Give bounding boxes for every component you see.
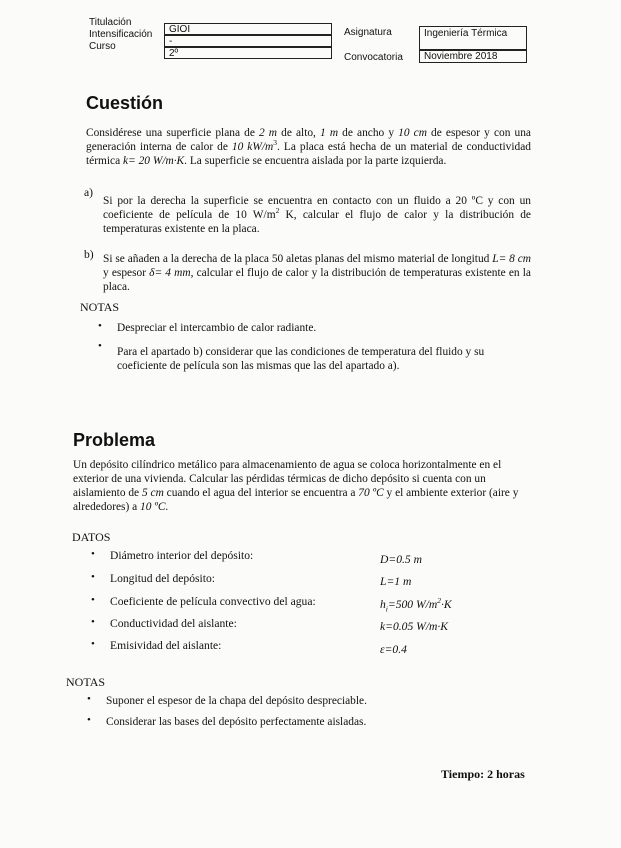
dato-label: Emisividad del aislante: <box>110 639 222 652</box>
dato-label: Conductividad del aislante: <box>110 617 237 630</box>
dato-value: D=0.5 m <box>380 553 422 566</box>
bullet-icon: • <box>87 714 91 726</box>
field-intensificacion: - <box>164 35 332 47</box>
cuestion-note-1: Despreciar el intercambio de calor radiante. <box>117 322 317 334</box>
label-convocatoria: Convocatoria <box>344 52 403 63</box>
bullet-icon: • <box>91 548 95 560</box>
bullet-icon: • <box>98 340 102 352</box>
bullet-icon: • <box>91 638 95 650</box>
dato-label: Diámetro interior del depósito: <box>110 549 254 562</box>
label-titulacion: Titulación <box>89 17 132 28</box>
dato-label: Coeficiente de película convectivo del agua: <box>110 595 316 608</box>
tiempo-label: Tiempo: 2 horas <box>441 767 525 781</box>
dato-value: k=0.05 W/m·K <box>380 620 449 633</box>
problema-title: Problema <box>73 430 156 450</box>
dato-value: ε=0.4 <box>380 643 407 656</box>
bullet-icon: • <box>91 616 95 628</box>
cuestion-title: Cuestión <box>86 93 164 113</box>
bullet-icon: • <box>91 594 95 606</box>
problema-note-1: Suponer el espesor de la chapa del depósito despreciable. <box>106 695 367 707</box>
field-convocatoria: Noviembre 2018 <box>419 50 527 63</box>
problema-note-2: Considerar las bases del depósito perfectamente aisladas. <box>106 716 367 728</box>
cuestion-notes-heading: NOTAS <box>80 300 120 314</box>
cuestion-note-2: Para el apartado b) considerar que las condiciones de temperatura del fluido y su coeficiente de película son las mismas que las del apartado a). <box>117 346 485 372</box>
label-curso: Curso <box>89 41 116 52</box>
dato-value: L=1 m <box>380 575 412 588</box>
label-asignatura: Asignatura <box>344 27 392 38</box>
field-titulacion: GIOI <box>164 23 332 35</box>
problema-notes-heading: NOTAS <box>66 675 106 689</box>
item-b-text: Si se añaden a la derecha de la placa 50 aletas planas del mismo material de longitud L= 8 cm y espesor δ= 4 mm, calcular el flujo de calor y la distribución de temperaturas existente en la placa. <box>103 253 531 293</box>
bullet-icon: • <box>87 693 91 705</box>
field-curso: 2º <box>164 47 332 59</box>
cuestion-intro: Considérese una superficie plana de 2 m de alto, 1 m de ancho y 10 cm de espesor y con una generación interna de calor de 10 $kW/m^3$. La placa está hecha de un material de conductividad térmica k= 20 W/m·K. La superficie se encuentra aislada por la parte izquierda. <box>86 127 531 167</box>
label-intensificacion: Intensificación <box>89 29 153 40</box>
item-a-letter: a) <box>84 186 94 199</box>
bullet-icon: • <box>91 571 95 583</box>
bullet-icon: • <box>98 320 102 332</box>
dato-value: $h_i=500$ $W/m^2\cdot K$ <box>380 596 452 614</box>
item-a-text: Si por la derecha la superficie se encuentra en contacto con un fluido a 20 ºC y con un coeficiente de película de 10 $W/m^2$ K, calcular el flujo de calor y la distribución de temperaturas existente en la placa. <box>103 195 531 235</box>
item-b-letter: b) <box>84 248 94 261</box>
problema-intro: Un depósito cilíndrico metálico para almacenamiento de agua se coloca horizontalmente en el exterior de una vivienda. Calcular las pérdidas térmicas de dicho depósito si cuenta con un aislamiento de 5 cm cuando el agua del interior se encuentra a 70 ºC y el ambiente exterior (aire y alrededores) a 10 ºC. <box>73 459 519 513</box>
field-asignatura: Ingeniería Térmica <box>419 26 527 50</box>
dato-label: Longitud del depósito: <box>110 572 215 585</box>
datos-heading: DATOS <box>72 530 111 544</box>
